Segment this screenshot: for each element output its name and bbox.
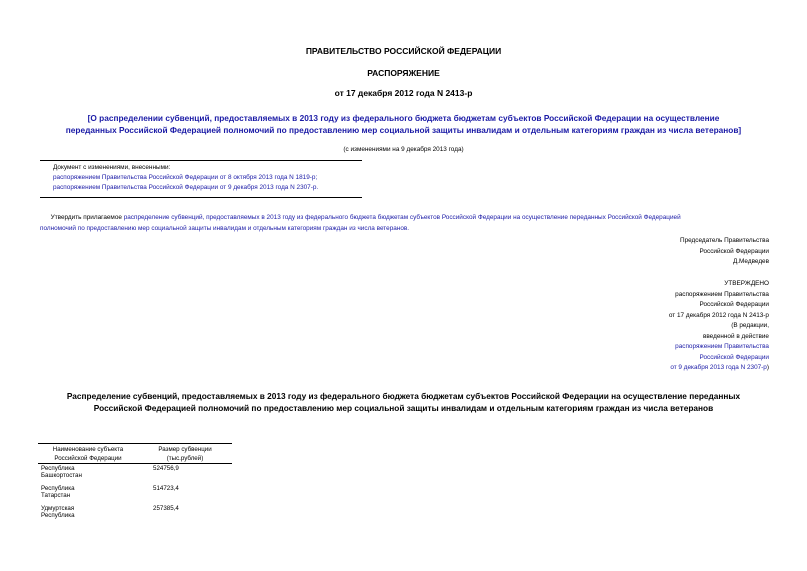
table-cell-subject: Республика Татарстан bbox=[41, 485, 75, 499]
table-header-divider bbox=[38, 463, 232, 464]
signature-country: Российской Федерации bbox=[699, 247, 769, 255]
amendments-bottom-divider bbox=[40, 197, 362, 198]
doc-type: РАСПОРЯЖЕНИЕ bbox=[367, 68, 440, 78]
signature-block bbox=[680, 236, 769, 268]
table-row bbox=[41, 505, 75, 519]
table-top-border bbox=[38, 443, 232, 444]
table-header-subject-line1: Наименование субъекта bbox=[52, 446, 124, 453]
approved-block bbox=[669, 279, 769, 374]
table-header-subject-line2: Российской Федерации bbox=[54, 454, 122, 462]
approved-line5: введенной в действие bbox=[702, 332, 769, 340]
document-title-link[interactable] bbox=[0, 113, 807, 136]
approved-line1: распоряжением Правительства bbox=[675, 290, 769, 298]
distribution-link-continued[interactable]: полномочий по предоставлению мер социальной защиты инвалидам и отдельным категориям граждан из числа ветеранов. bbox=[40, 225, 410, 232]
distribution-title bbox=[0, 390, 807, 414]
table-cell-amount: 524756,9 bbox=[153, 465, 179, 472]
approved-link-line2[interactable]: Российской Федерации bbox=[699, 353, 769, 361]
distribution-title-line2: Российской Федерацией полномочий по предоставлению мер социальной защиты инвалидам и отдельным категориям граждан из числа ветеранов bbox=[93, 403, 714, 413]
amendment-link-1819[interactable]: распоряжением Правительства Российской Федерации от 8 октября 2013 года N 1819-р; bbox=[53, 174, 318, 181]
approved-line4: (В редакции, bbox=[731, 322, 769, 329]
table-header-amount-line1: Размер субвенции bbox=[158, 446, 212, 453]
table-header-amount-line2: (тыс.рублей) bbox=[166, 454, 204, 462]
table-cell-amount: 514723,4 bbox=[153, 485, 179, 492]
amendments-block bbox=[53, 163, 318, 193]
resolution-paragraph bbox=[40, 212, 770, 234]
distribution-title-line1: Распределение субвенций, предоставляемых в 2013 году из федерального бюджета бюджетам субъектов Российской Федерации на осуществление переданных bbox=[66, 391, 741, 401]
signature-name: Д.Медведев bbox=[732, 258, 769, 265]
approved-close-paren: ) bbox=[766, 364, 769, 371]
table-row bbox=[41, 465, 82, 479]
table-cell-subject: Удмуртская Республика bbox=[41, 505, 75, 519]
government-title: ПРАВИТЕЛЬСТВО РОССИЙСКОЙ ФЕДЕРАЦИИ bbox=[305, 46, 502, 56]
document-title-line2[interactable]: переданных Российской Федерацией полномочий по предоставлению мер социальной защиты инвалидам и отдельным категориям граждан из числа ветеранов] bbox=[65, 124, 742, 135]
table-cell-amount: 257385,4 bbox=[153, 505, 179, 512]
distribution-link[interactable]: распределение субвенций, предоставляемых в 2013 году из федерального бюджета бюджетам субъектов Российской Федерации на осуществление переданных Российской Федерацией bbox=[123, 214, 681, 221]
approved-line3: от 17 декабря 2012 года N 2413-р bbox=[668, 311, 769, 319]
signature-position: Председатель Правительства bbox=[680, 237, 769, 244]
table-row bbox=[41, 485, 75, 499]
approved-line2: Российской Федерации bbox=[699, 301, 769, 308]
approved-heading: УТВЕРЖДЕНО bbox=[724, 280, 769, 287]
table-cell-subject: Республика Башкортостан bbox=[41, 465, 82, 479]
document-title-line1[interactable]: [О распределении субвенций, предоставляемых в 2013 году из федерального бюджета бюджетам субъектов Российской Федерации на осуществление bbox=[87, 113, 720, 123]
amendment-link-2307[interactable]: распоряжением Правительства Российской Федерации от 9 декабря 2013 года N 2307-р. bbox=[53, 184, 319, 191]
resolution-lead: Утвердить прилагаемое bbox=[50, 214, 124, 221]
revision-note: (с изменениями на 9 декабря 2013 года) bbox=[343, 146, 464, 153]
doc-date-number: от 17 декабря 2012 года N 2413-р bbox=[334, 88, 473, 98]
approved-link-line3[interactable]: от 9 декабря 2013 года N 2307-р bbox=[670, 364, 767, 371]
approved-link-line1[interactable]: распоряжением Правительства bbox=[675, 343, 769, 350]
amendments-top-divider bbox=[40, 160, 362, 161]
amendments-label: Документ с изменениями, внесенными: bbox=[53, 164, 171, 171]
